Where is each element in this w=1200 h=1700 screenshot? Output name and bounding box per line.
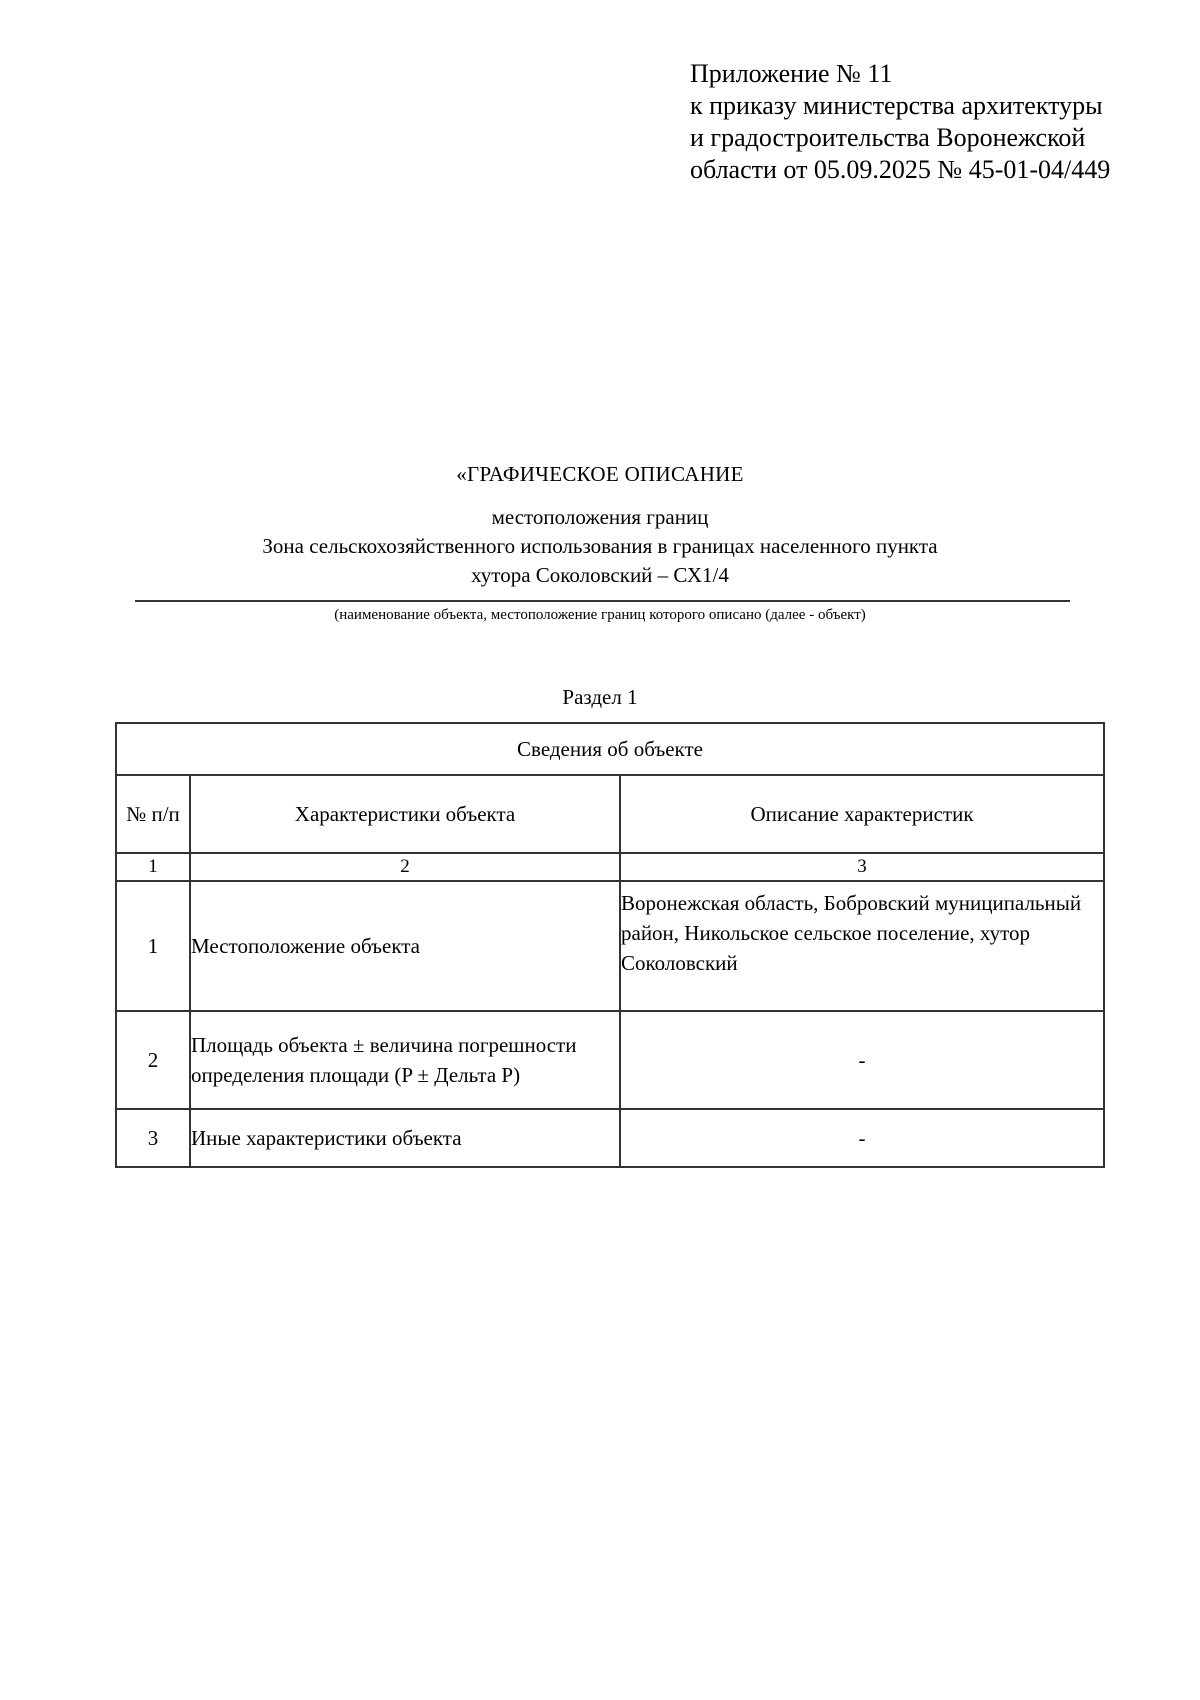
- underline-divider: [135, 600, 1070, 602]
- table-row: [116, 1109, 1104, 1167]
- column-index-row: [116, 853, 1104, 881]
- table-caption-row: [116, 723, 1104, 775]
- row-characteristic: Площадь объекта ± величина погрешности определения площади (P ± Дельта P): [190, 1011, 620, 1109]
- row-number: 2: [116, 1011, 190, 1109]
- subtitle-line: хутора Соколовский – СХ1/4: [471, 563, 729, 587]
- object-caption: (наименование объекта, местоположение границ которого описано (далее - объект): [334, 607, 866, 623]
- table-row: [116, 1011, 1104, 1109]
- appendix-line: Приложение № 11: [690, 59, 893, 88]
- row-description: -: [620, 1109, 1104, 1167]
- row-description: Воронежская область, Бобровский муниципальный район, Никольское сельское поселение, хутор Соколовский: [620, 881, 1104, 1011]
- appendix-line: области от 05.09.2025 № 45-01-04/449: [690, 155, 1111, 184]
- appendix-line: к приказу министерства архитектуры: [690, 91, 1103, 120]
- object-info-table: [115, 722, 1105, 1168]
- document-title: «ГРАФИЧЕСКОЕ ОПИСАНИЕ: [456, 462, 744, 486]
- column-index: 3: [620, 853, 1104, 881]
- table-header-row: [116, 775, 1104, 853]
- appendix-block: [690, 58, 1180, 186]
- subtitle-line: местоположения границ: [491, 505, 709, 529]
- row-description: -: [620, 1011, 1104, 1109]
- header-characteristics: Характеристики объекта: [190, 775, 620, 853]
- row-number: 3: [116, 1109, 190, 1167]
- table-caption: Сведения об объекте: [116, 723, 1104, 775]
- object-name-block: [130, 503, 1070, 590]
- subtitle-line: Зона сельскохозяйственного использования в границах населенного пункта: [262, 534, 938, 558]
- appendix-line: и градостроительства Воронежской: [690, 123, 1086, 152]
- header-description: Описание характеристик: [620, 775, 1104, 853]
- column-index: 2: [190, 853, 620, 881]
- table-row: [116, 881, 1104, 1011]
- column-index: 1: [116, 853, 190, 881]
- section-label: Раздел 1: [562, 685, 638, 709]
- row-characteristic: Местоположение объекта: [190, 881, 620, 1011]
- row-characteristic: Иные характеристики объекта: [190, 1109, 620, 1167]
- row-number: 1: [116, 881, 190, 1011]
- header-num: № п/п: [116, 775, 190, 853]
